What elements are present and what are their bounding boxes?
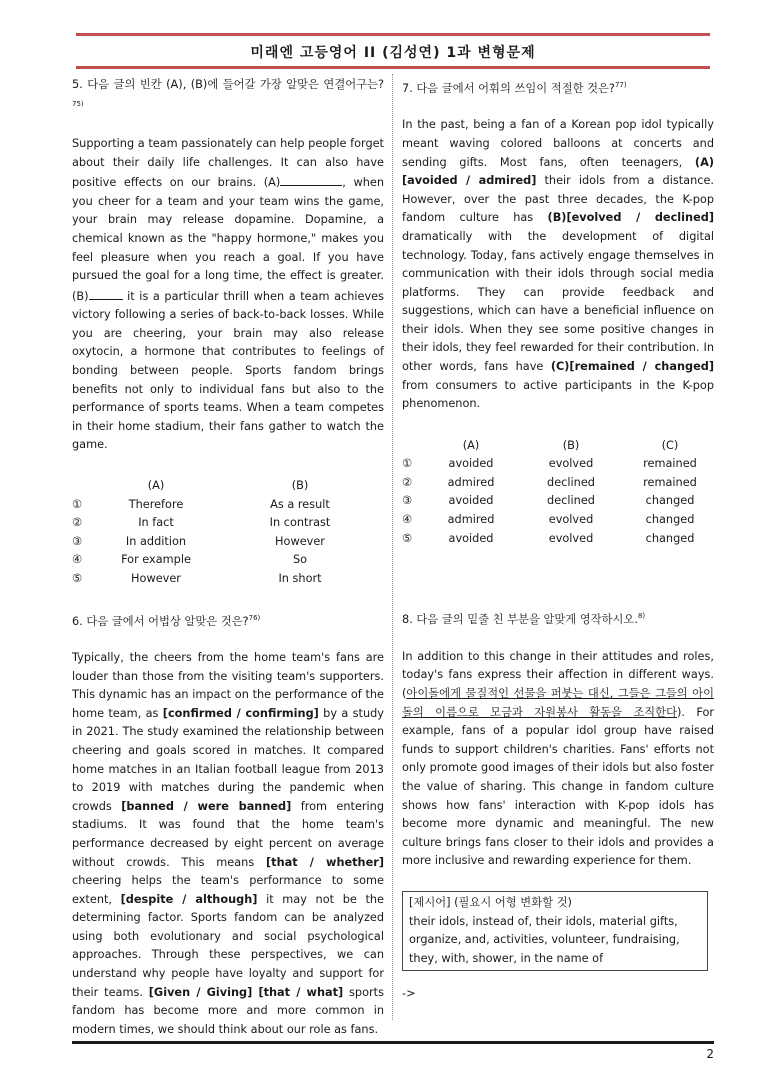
q8-underlined-part: 아이돌에게 물질적인 선물을 퍼붓는 대신, 그들은 그들의 아이돌의 이름으로 모금과 자원봉사 활동을 조직한다: [402, 686, 714, 719]
q5-options: [72, 477, 384, 589]
q7-choice-c: (C)[remained / changed]: [550, 360, 714, 374]
question-8: [402, 607, 714, 1003]
q7-option-1[interactable]: ① avoided evolved remained: [402, 457, 697, 471]
q7-head-a: (A): [462, 438, 480, 452]
q6-passage: Typically, the cheers from the home team's fans are louder than those from the visiting team's supporters. This dynamic has an impact on the performance of the home team, as [confirmed / confirming] by a study in 2021. The study examined the relationship between cheering and goals scored in matches. It compared home matches in an Italian football league from 2013 to 2019 with matches during the pandemic when crowds [banned / were banned] from entering stadiums. It was found that the home team's performance decreased by eight percent on average without crowds. This means [that / whether] cheering helps the team's performance to some extent, [despite / although] it may not be the determining factor. Sports fandom can be analyzed using both evolutionary and social psychological approaches. Through these perspectives, we can understand why people have loyalty and support for their teams. [Given / Giving] [that / what] sports fandom has become more and more common in modern times, we should think about our role as fans.: [72, 650, 385, 1036]
q7-footnote-mark: 77): [614, 81, 627, 89]
q7-option-4[interactable]: ④ admired evolved changed: [402, 513, 695, 527]
column-divider: [392, 74, 393, 1020]
q5-option-1[interactable]: ① Therefore As a result: [72, 497, 330, 511]
q7-choice-b: (B)[evolved / declined]: [547, 211, 714, 225]
q5-head-a: (A): [147, 479, 165, 493]
q5-passage: Supporting a team passionately can help people forget about their daily life challenges. It can also have positive effects on our brains. (A) , when you cheer for a team and your team wins the game, your brain may release dopamine. Dopamine, a chemical known as the "happy hormone," makes you feel pleasure when you reach a goal. If you have pursued the goal for a long time, the effect is greater. (B) it is a particular thrill when a team achieves victory following a series of back-to-back losses. While you are cheering, your brain may also release oxytocin, a hormone that contributes to feelings of bonding between people. Sports fandom brings benefits not only to individual fans but also to the performance of sports teams. When a team competes in their home stadium, their fans gather to watch the game.: [72, 136, 384, 452]
q7-head-c: (C): [661, 438, 679, 452]
q5-head-b: (B): [291, 479, 309, 493]
q7-passage: In the past, being a fan of a Korean pop idol typically meant waving colored balloons at concerts and sending gifts. Most fans, often teenagers, (A)[avoided / admired] their idols from a distance. However, over the past three decades, the K-pop fandom culture has (B)[evolved / declined] dramatically with the development of digital technology. Today, fans actively engage themselves in communication with their idols through social media platforms. They can provide feedback and suggestions, which can have a beneficial influence on their idols. When they see some positive changes in their idols, they feel rewarded for their contribution. In other words, fans have (C)[remained / changed] from consumers to active participants in the K-pop phenomenon.: [402, 118, 714, 411]
q7-choice-a: (A)[avoided / admired]: [402, 155, 714, 188]
q5-prompt: 5. 다음 글의 빈칸 (A), (B)에 들어갈 가장 알맞은 연결어구는?$^{75)}$: [72, 78, 384, 108]
q8-passage: In addition to this change in their attitudes and roles, today's fans express their affection in different ways. (아이돌에게 물질적인 선물을 퍼붓는 대신, 그들은 그들의 아이돌의 이름으로 모금과 자원봉사 활동을 조직한다). For example, fans of a popular idol group have raised funds to support children's charities. Fans' efforts not only promote good images of their idols but also foster the value of sharing. This change in fandom culture shows how fans' interaction with K-pop idols has become more dynamic and meaningful. The new culture brings fans closer to their idols and provides a more inclusive and rewarding experience for them.: [402, 649, 714, 868]
question-5: [72, 76, 384, 589]
q5-footnote-mark: 75): [72, 99, 84, 108]
q6-choice-5: [Given / Giving] [that / what]: [148, 985, 344, 999]
q6-choice-2: [banned / were banned]: [121, 799, 292, 813]
q5-option-2[interactable]: ② In fact In contrast: [72, 516, 331, 530]
q6-prompt: 6. 다음 글에서 어법상 알맞은 것은?$^{76)}$: [72, 613, 261, 628]
q8-footnote-mark: 8): [637, 612, 646, 621]
q6-footnote-mark: 76): [248, 613, 261, 622]
footer-rule: [72, 1041, 714, 1044]
q7-prompt: 7. 다음 글에서 어휘의 쓰임이 적절한 것은?$^{77)}$: [402, 81, 627, 95]
right-column: [402, 76, 714, 1004]
q7-option-3[interactable]: ③ avoided declined changed: [402, 494, 695, 508]
left-column: [72, 76, 384, 1039]
blank-b: [89, 286, 123, 300]
q8-prompt: 8. 다음 글의 밑줄 친 부분을 알맞게 영작하시오.$^{8)}$: [402, 612, 646, 627]
q6-choice-4: [despite / although]: [120, 892, 258, 906]
question-6: [72, 609, 384, 1040]
q7-options: [402, 436, 714, 548]
page-title: 미래엔 고등영어 II (김성연) 1과 변형문제: [250, 45, 536, 61]
header-bottom-rule: [76, 66, 710, 69]
q6-choice-3: [that / whether]: [266, 855, 384, 869]
q7-head-b: (B): [562, 438, 580, 452]
q5-option-3[interactable]: ③ In addition However: [72, 534, 325, 548]
question-7: [402, 76, 714, 547]
blank-a: [280, 172, 342, 186]
page-number: 2: [706, 1047, 714, 1061]
header-top-rule: [76, 33, 710, 36]
q8-hint-box: [402, 891, 708, 971]
q5-option-4[interactable]: ④ For example So: [72, 553, 308, 567]
q8-answer-arrow[interactable]: ->: [402, 987, 416, 1001]
q8-hint-title: [제시어] (필요시 어형 변화할 것): [409, 895, 572, 909]
q8-hint-words: their idols, instead of, their idols, material gifts, organize, and, activities, volunteer, fundraising, they, with, shower, in the name of: [409, 914, 680, 965]
q7-option-2[interactable]: ② admired declined remained: [402, 475, 697, 489]
q7-option-5[interactable]: ⑤ avoided evolved changed: [402, 531, 695, 545]
q5-option-5[interactable]: ⑤ However In short: [72, 572, 322, 586]
q6-choice-1: [confirmed / confirming]: [162, 706, 319, 720]
